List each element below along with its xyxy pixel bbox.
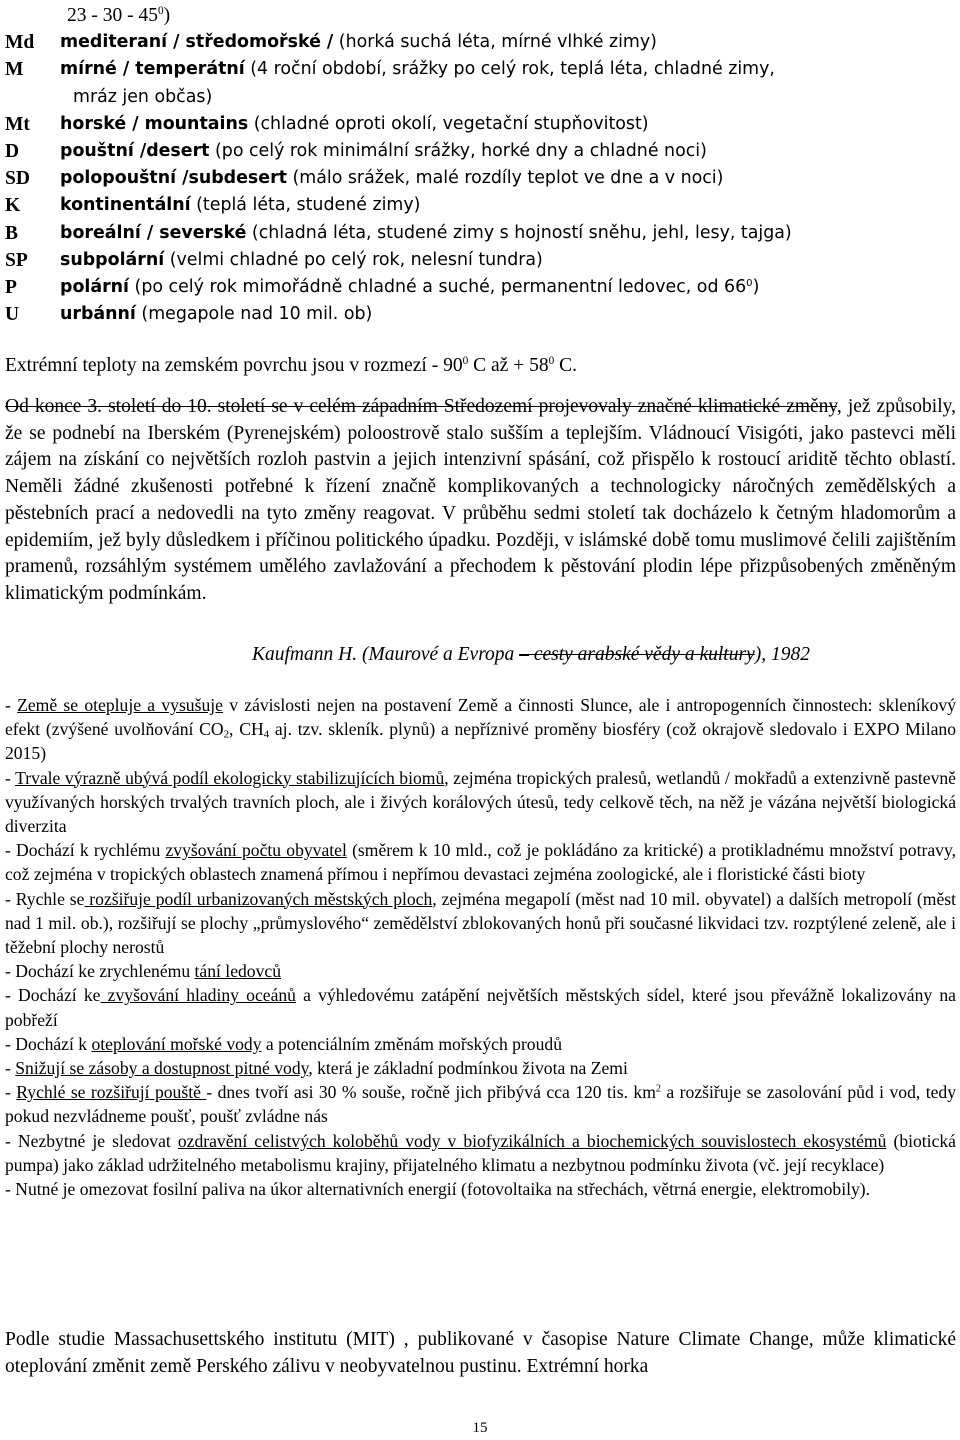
- list-item: - Země se otepluje a vysušuje v závislosti nejen na postavení Země a činnosti Slunce, ale i antropogenních činnostech: skleníkový efekt (zvýšené uvolňování $CO_2$, $CH_4$ aj. tzv. skleník. plynů) a nepříznivé proměny biosféry (což okrajově sledovalo i EXPO Milano 2015): [5, 695, 956, 764]
- legend-row-b: B boreální / severské (chladná léta, studené zimy s hojností sněhu, jehl, lesy, tajga): [5, 222, 792, 244]
- legend-row-m-continuation: mráz jen občas): [73, 86, 213, 107]
- list-item: - Dochází ke zrychlenému tání ledovců: [5, 961, 282, 982]
- legend-row-u: U urbánní (megapole nad 10 mil. ob): [5, 304, 373, 326]
- legend-row-mt: Mt horské / mountains (chladné oproti okolí, vegetační stupňovitost): [5, 113, 649, 135]
- mit-study-paragraph: Podle studie Massachusettského institutu (MIT) , publikované v časopise Nature Climate Change, může klimatické oteplování změnit země Perského zálivu v neobyvatelnou pustinu. Extrémní horka: [5, 1329, 956, 1377]
- legend-row-sp: SP subpolární (velmi chladné po celý rok, nelesní tundra): [5, 249, 543, 271]
- history-paragraph: Od konce 3. století do 10. století se v celém západním Středozemí projevovaly značné klimatické změny, jež způsobily, že se podnebí na Iberském (Pyrenejském) poloostrově stalo sušším a teplejším. Vládnoucí Visigóti, jako pastevci měli zájem na získání co největších rozloh pastvin a jejich intenzivní spásání, což přispělo k rostoucí ariditě těchto oblastí. Neměli žádné zkušenosti potřebné k řízení značně komplikovaných a technologicky náročných zemědělských a pěstebních prací a nedovedli na tyto změny reagovat. V průběhu sedmi století tak docházelo k četným hladomorům a epidemiím, jež byly důsledkem i příčinou politického úpadku. Později, v islámské době tomu muslimové čelili zajištěním pramenů, rozsáhlým systémem umělého zavlažování a přechodem k pěstování plodin lépe přizpůsobených změněným klimatickým podmínkám.: [5, 396, 956, 604]
- list-item: - Trvale výrazně ubývá podíl ekologicky stabilizujících biomů, zejména tropických pralesů, wetlandů / mokřadů a extenzivně pastevně využívaných horských trvalých travních ploch, ale i živých korálových útesů, tedy celkově těch, na něž je vázána největší biologická diverzita: [5, 767, 956, 837]
- legend-top-line: $23 - 30 - 45^0$): [67, 5, 171, 26]
- list-item: - Dochází ke zvyšování hladiny oceánů a výhledovému zatápění největších městských sídel, které jsou převážně lokalizovány na pobřeží: [5, 985, 956, 1030]
- legend-row-d: D pouštní /desert (po celý rok minimální srážky, horké dny a chladné noci): [5, 141, 707, 163]
- citation: Kaufmann H. (Maurové a Evropa – cesty arabské vědy a kultury), 1982: [252, 644, 810, 665]
- legend-row-m: M mírné / temperátní (4 roční období, srážky po celý rok, teplá léta, chladné zimy,: [5, 59, 775, 81]
- extreme-temperatures-line: Extrémní teploty na zemském povrchu jsou v rozmezí - $90^0$ C až + $58^0$ C.: [5, 355, 577, 376]
- legend-row-p: P polární (po celý rok mimořádně chladné a suché, permanentní ledovec, od $66^0$): [5, 277, 760, 299]
- list-item: - Rychlé se rozšiřují pouště - dnes tvoří asi 30 % souše, ročně jich přibývá cca 120 tis. $km^2$ a rozšiřuje se zasolování půd i vod, tedy pokud nezvládneme poušť, poušť zvládne nás: [5, 1082, 956, 1127]
- legend-row-md: Md mediteraní / středomořské / (horká suchá léta, mírné vlhké zimy): [5, 32, 657, 54]
- list-item: - Nutné je omezovat fosilní paliva na úkor alternativních energií (fotovoltaika na střechách, větrná energie, elektromobily).: [5, 1179, 871, 1200]
- list-item: - Dochází k oteplování mořské vody a potenciálním změnám mořských proudů: [5, 1033, 562, 1054]
- climate-legend: [5, 2, 955, 328]
- page-number: 15: [472, 1420, 488, 1436]
- list-item: - Snižují se zásoby a dostupnost pitné vody, která je základní podmínkou života na Zemi: [5, 1058, 628, 1079]
- legend-row-k: K kontinentální (teplá léta, studené zimy): [5, 195, 421, 217]
- list-item: - Nezbytné je sledovat ozdravění celistvých koloběhů vody v biofyzikálních a biochemických souvislostech ekosystémů (biotická pumpa) jako základ udržitelného metabolismu krajiny, přijatelného klimatu a nezbytnou podmínku života (vč. její recyklace): [5, 1130, 956, 1175]
- legend-row-sd: SD polopouštní /subdesert (málo srážek, malé rozdíly teplot ve dne a v noci): [5, 168, 724, 190]
- struck-text: Od konce 3. století do 10. století se v celém západním Středozemí projevovaly značné klimatické změny: [5, 396, 837, 417]
- list-item: - Rychle se rozšiřuje podíl urbanizovaných městských ploch, zejména megapolí (měst nad 10 mil. obyvatel) a dalších metropolí (měst nad 1 mil. ob.), rozšiřují se plochy „průmyslového“ zemědělství zblokovaných honů při současné likvidaci tzv. rozptýlené zeleně, ale i těžební plochy nerostů: [5, 888, 956, 958]
- list-item: - Dochází k rychlému zvyšování počtu obyvatel (směrem k 10 mld., což je pokládáno za kritické) a protikladnému množství potravy, což zejména v tropických oblastech znamená přímou i nepřímou devastaci zejména zoologické, ale i floristické části bioty: [5, 840, 956, 885]
- bullet-list: [5, 693, 956, 1201]
